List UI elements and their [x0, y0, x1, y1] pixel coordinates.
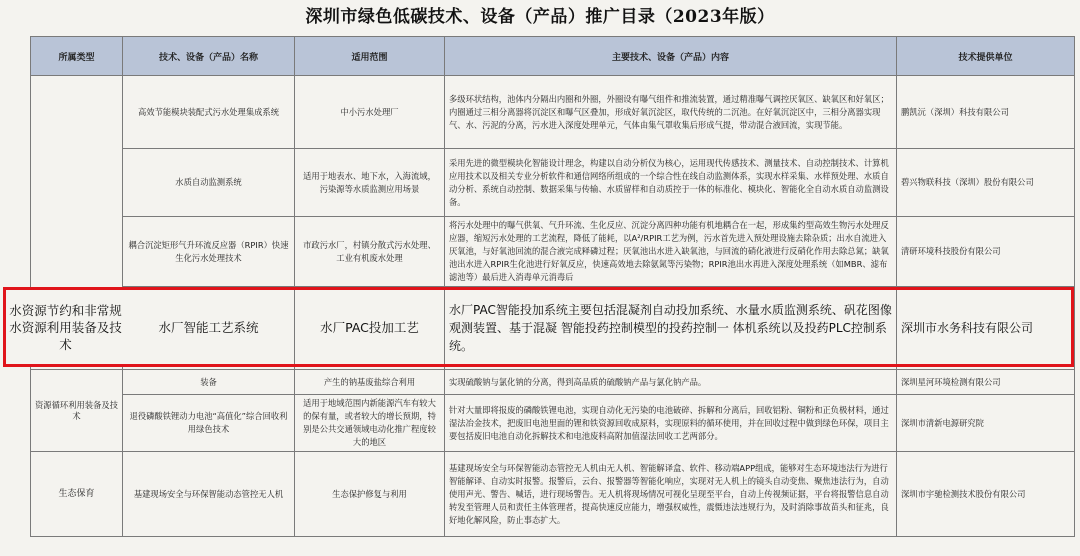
header-provider: 技术提供单位: [897, 37, 1075, 76]
row-content: 将污水处理中的曝气供氧、气升环流、生化反应、沉淀分离四种功能有机地耦合在一起，形成集约型高效生物污水处理反应器，缩短污水处理的工艺流程，降低了能耗，以A²/RPIR工艺为例，污水首先进入预处理设施去除杂质；出水自流进入厌氧池，与好氧池回流的混合液完成释磷过程；厌氧池出水进入缺氧池，与回流的硝化液进行反硝化作用去除总氮；缺氧池出水进入RPIR生化池进行好氧反应，快速高效地去除氨氮等污染物；RPIR池出水再进入深度处理系统（如MBR、滤布滤池等）最后进入消毒单元消毒后: [445, 217, 897, 287]
row-provider: 鹏凯沅（深圳）科技有限公司: [897, 76, 1075, 149]
table-row: [31, 76, 1075, 149]
table-row: [31, 370, 1075, 395]
row-content: 多级环状结构，池体内分隔出内圈和外圈，外圈设有曝气组件和推流装置，通过精准曝气调控厌氧区、缺氧区和好氧区；内圈通过三相分离器将沉淀区和曝气区叠加，形成好氧沉淀区，取代传统的二沉池。在好氧沉淀区中，三相分离器实现气、水、污泥的分离，污水进入深度处理单元，气体由集气罩收集后形成气提，带动混合液回流，实现节能。: [445, 76, 897, 149]
highlighted-category-label: 水资源节约和非常规水资源利用装备及技术: [6, 290, 125, 364]
row-scope: 市政污水厂，村镇分散式污水处理、工业有机废水处理: [295, 217, 445, 287]
row-provider: 深圳市清新电源研究院: [897, 395, 1075, 452]
catalog-table: [30, 36, 1075, 537]
category-cell-eco: 生态保育: [31, 452, 123, 537]
row-name: 基建现场安全与环保智能动态管控无人机: [123, 452, 295, 537]
row-content: 水厂PAC智能投加系统主要包括混凝剂自动投加系统、水量水质监测系统、矾花图像观测装置、基于混凝 智能投药控制模型的投药控制一 体机系统以及投药PLC控制系统。: [445, 287, 897, 370]
category-cell-recycle: 资源循环利用装备及技术: [31, 370, 123, 452]
row-provider: 深圳市宇驰检测技术股份有限公司: [897, 452, 1075, 537]
row-provider: 清研环境科技股份有限公司: [897, 217, 1075, 287]
row-name: 耦合沉淀矩形气升环流反应器（RPIR）快速生化污水处理技术: [123, 217, 295, 287]
row-name: 高效节能模块装配式污水处理集成系统: [123, 76, 295, 149]
row-scope: 水厂PAC投加工艺: [295, 287, 445, 370]
table-row: [31, 395, 1075, 452]
table-row: [31, 217, 1075, 287]
row-content: 针对大量即将报废的磷酸铁锂电池，实现自动化无污染的电池破碎、拆解和分离后，回收铝粉、铜粉和正负极材料，通过湿法冶金技术，把废旧电池里面的锂和铁资源回收成原料，实现原料的循环使用，并在回收过程中做到绿色环保，项目主要包括废旧电池自动化拆解技术和电池废料高附加值湿法回收工艺两部分。: [445, 395, 897, 452]
row-name: 装备: [123, 370, 295, 395]
row-name: 水厂智能工艺系统: [123, 287, 295, 370]
header-category: 所属类型: [31, 37, 123, 76]
row-scope: 中小污水处理厂: [295, 76, 445, 149]
header-scope: 适用范围: [295, 37, 445, 76]
row-provider: 深圳星河环境检测有限公司: [897, 370, 1075, 395]
row-scope: 生态保护修复与利用: [295, 452, 445, 537]
row-scope: 适用于地表水、地下水，入海流域，污染源等水质监测应用场景: [295, 149, 445, 217]
row-provider: 深圳市水务科技有限公司: [897, 287, 1075, 370]
row-provider: 碧兴物联科技（深圳）股份有限公司: [897, 149, 1075, 217]
header-name: 技术、设备（产品）名称: [123, 37, 295, 76]
row-name: 退役磷酸铁锂动力电池“高值化”综合回收利用绿色技术: [123, 395, 295, 452]
row-content: 基建现场安全与环保智能动态管控无人机由无人机、智能解译盒、软件、移动端APP组成，能够对生态环境违法行为进行智能解译、自动实时报警。报警后，云台、报警器等智能化响应，实现对无人机上的镜头自动变焦、聚焦违法行为，自动使用声光、警告、喊话，进行现场警告。无人机将现场情况可视化呈现至平台，自动上传视频证据，平台将报警信息自动转发至管理人员和责任主体管理者，提高快速反应能力，增强权威性，震慑违法违规行为，及时消除事故苗头和征兆，良好地化解风险，防止事态扩大。: [445, 452, 897, 537]
page-title: 深圳市绿色低碳技术、设备（产品）推广目录（2023年版）: [305, 7, 775, 27]
row-name: 水质自动监测系统: [123, 149, 295, 217]
table-row: [31, 149, 1075, 217]
row-content: 实现硫酸钠与氯化钠的分离，得到高品质的硫酸钠产品与氯化钠产品。: [445, 370, 897, 395]
header-content: 主要技术、设备（产品）内容: [445, 37, 897, 76]
row-scope: 产生的钠基废盐综合利用: [295, 370, 445, 395]
row-scope: 适用于地域范围内新能源汽车有较大的保有量，或者较大的增长预期，特别是公共交通领域电动化推广程度较大的地区: [295, 395, 445, 452]
table-header-row: [31, 37, 1075, 76]
table-row: [31, 452, 1075, 537]
table-row-highlighted: [31, 287, 1075, 370]
row-content: 采用先进的微型模块化智能设计理念，构建以自动分析仪为核心，运用现代传感技术、测量技术、自动控制技术、计算机应用技术以及相关专业分析软件和通信网络所组成的一个综合性在线自动监测体系，实现水样采集、水样预处理、水质自动分析、系统自动控制、数据采集与传输、水质留样和自动质控于一体的标准化、模块化、智能化全自动水质自动监测设备。: [445, 149, 897, 217]
